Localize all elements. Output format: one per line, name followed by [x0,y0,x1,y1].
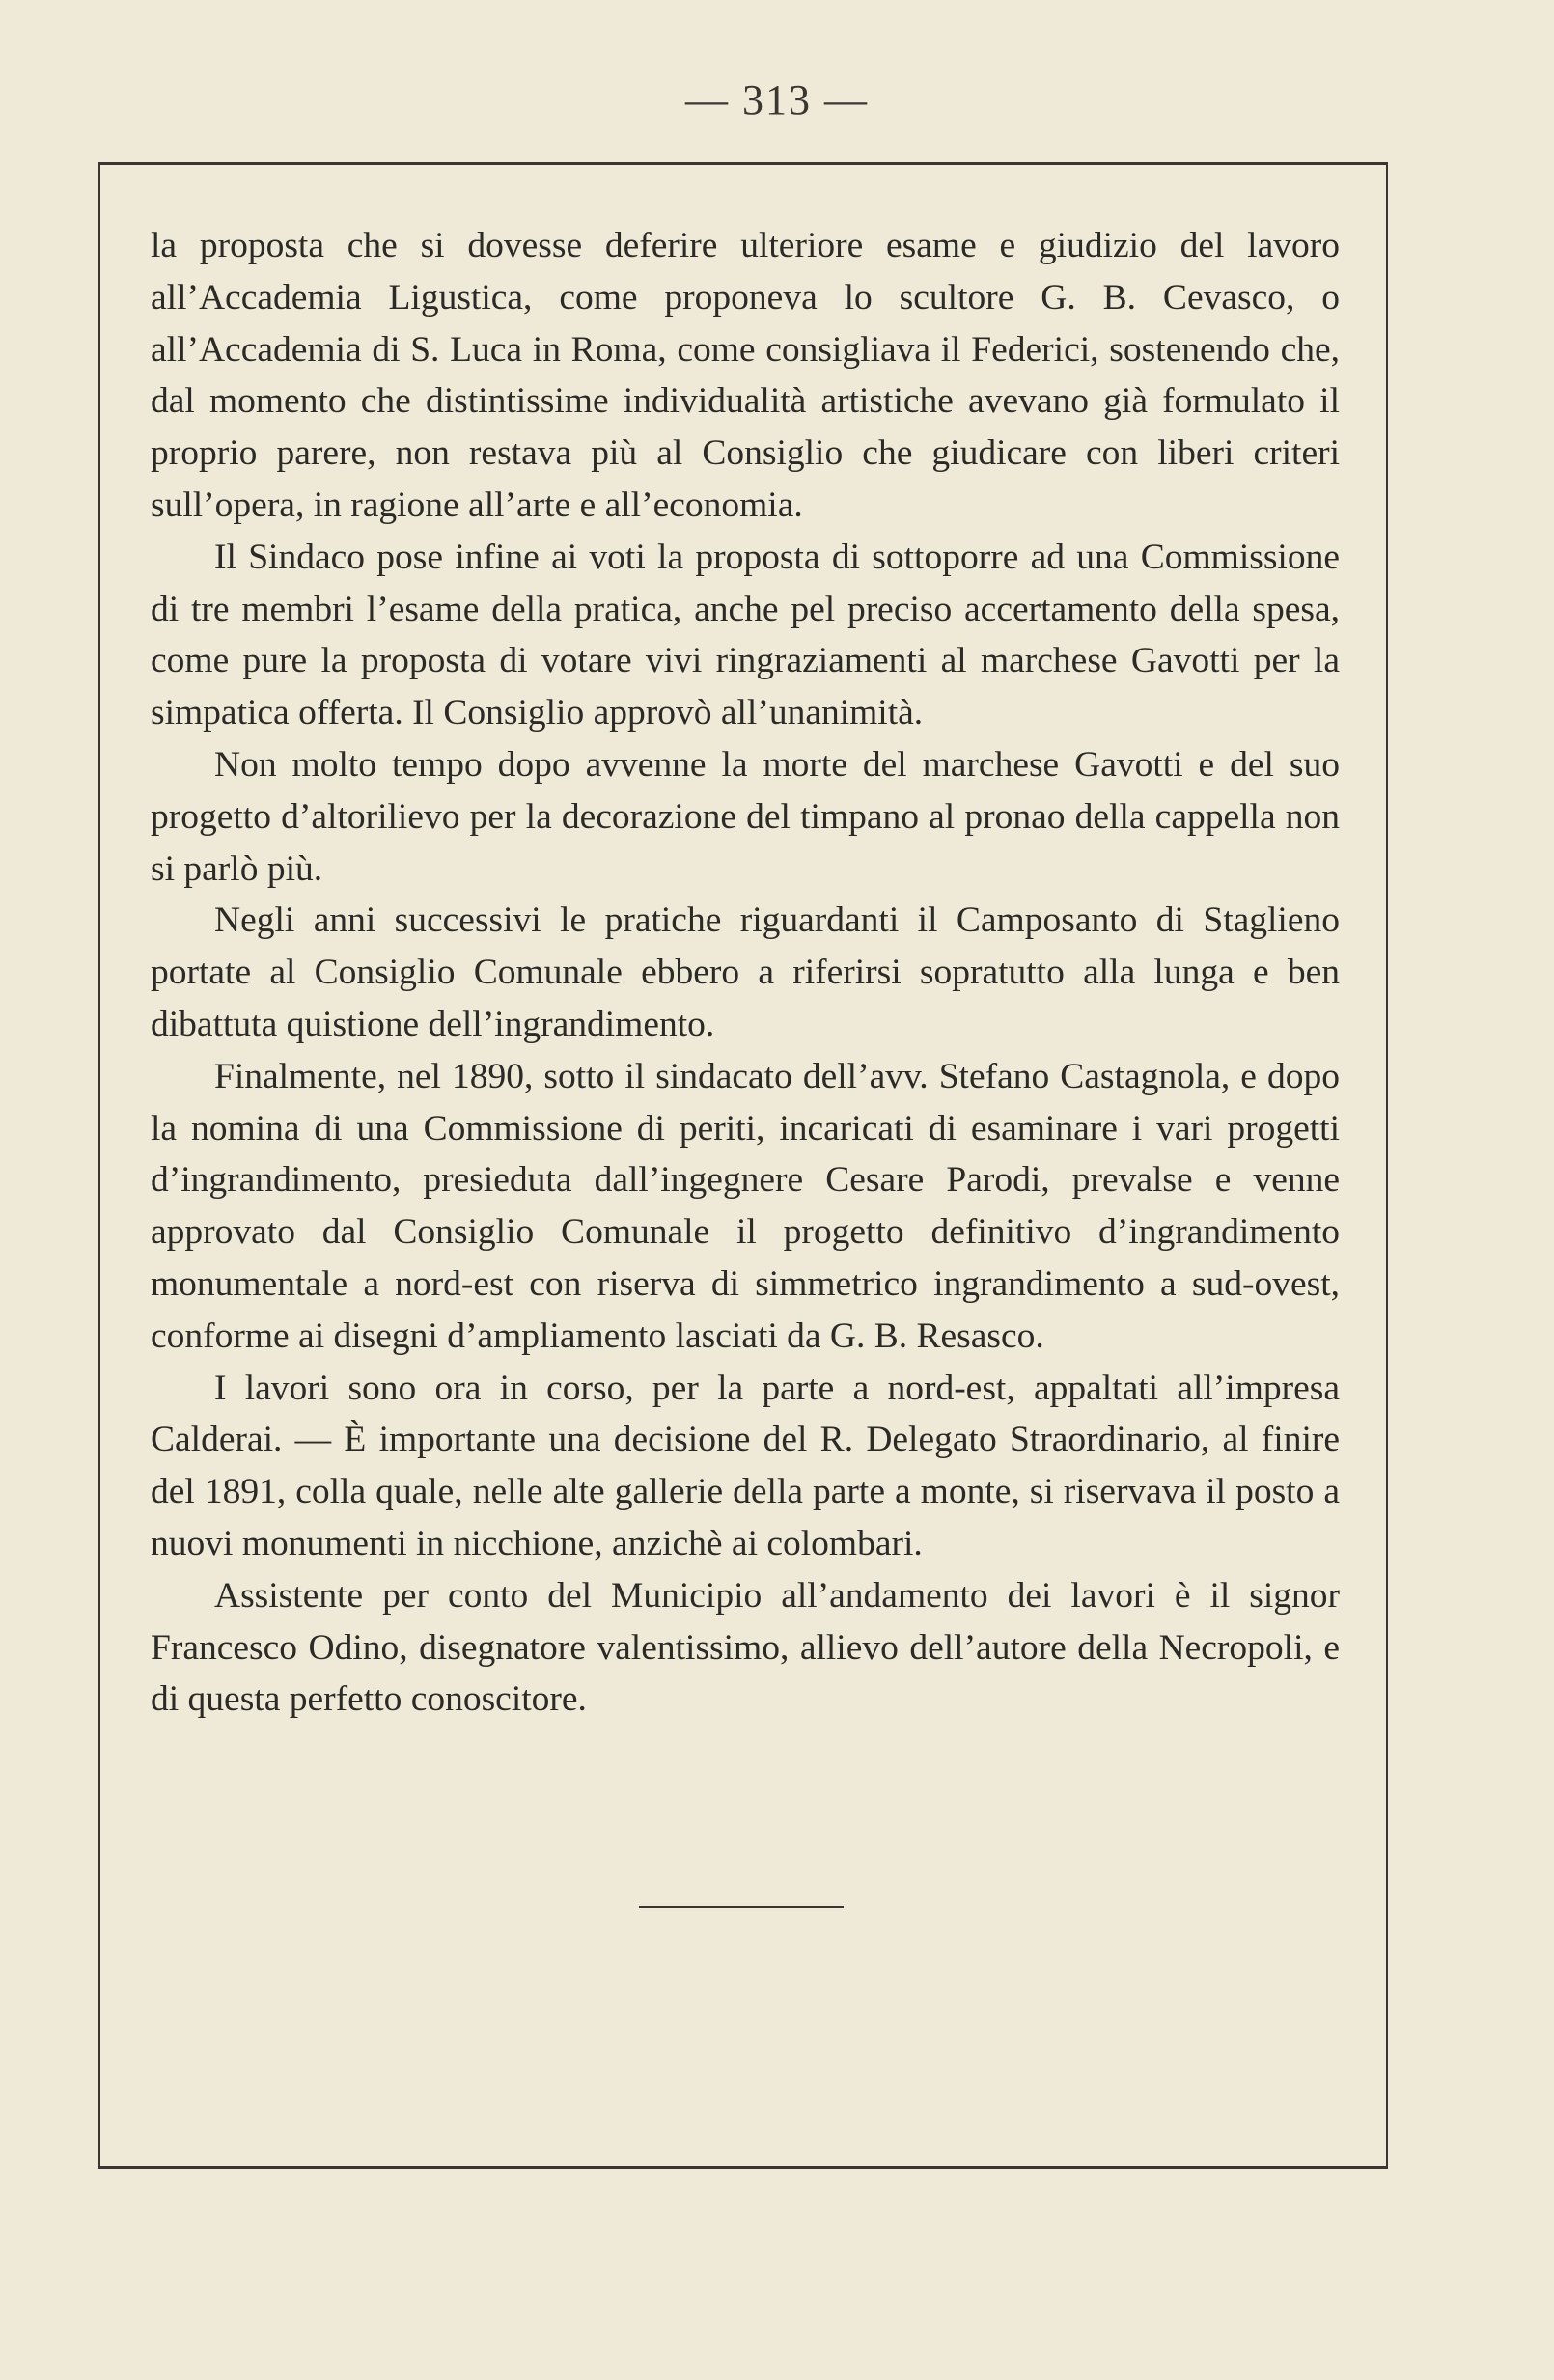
frame-bottom-rule [98,2166,1388,2169]
section-end-rule [639,1906,844,1908]
paragraph: Il Sindaco pose infine ai voti la proposta di sottoporre ad una Commissione di tre membri l’esame della pratica, anche pel preciso accertamento della spesa, come pure la proposta di votare vivi ringraziamenti al marchese Gavotti per la simpatica offerta. Il Consiglio approvò all’unanimità. [151,537,1340,733]
frame-left-rule [98,162,100,2168]
frame-right-rule [1386,162,1388,2168]
paragraph: la proposta che si dovesse deferire ulteriore esame e giudizio del lavoro all’Accademia Ligustica, come proponeva lo scultore G. B. Cevasco, o all’Accademia di S. Luca in Roma, come consigliava il Federici, sostenendo che, dal momento che distintissime individualità artistiche avevano già formulato il proprio parere, non restava più al Consiglio che giudicare con liberi criteri sull’opera, in ragione all’arte e all’economia. [151,226,1340,525]
paragraph: I lavori sono ora in corso, per la parte a nord-est, appaltati all’impresa Calderai. — È importante una decisione del R. Delegato Straordinario, al finire del 1891, colla quale, nelle alte gallerie della parte a monte, si riservava il posto a nuovi monumenti in nicchione, anzichè ai colombari. [151,1368,1340,1564]
paragraph: Negli anni successivi le pratiche riguardanti il Camposanto di Staglieno portate al Consiglio Comunale ebbero a riferirsi sopratutto alla lunga e ben dibattuta quistione dell’ingrandimento. [151,900,1340,1044]
page-number: — 313 — [685,76,869,124]
paragraph: Non molto tempo dopo avvenne la morte del marchese Gavotti e del suo progetto d’altorilievo per la decorazione del timpano al pronao della cappella non si parlò più. [151,744,1340,889]
paragraph: Assistente per conto del Municipio all’andamento dei lavori è il signor Francesco Odino, disegnatore valentissimo, allievo dell’autore della Necropoli, e di questa perfetto conoscitore. [151,1575,1340,1720]
frame-top-rule [98,162,1388,165]
paragraph: Finalmente, nel 1890, sotto il sindacato dell’avv. Stefano Castagnola, e dopo la nomina di una Commissione di periti, incaricati di esaminare i vari progetti d’ingrandimento, presieduta dall’ingegnere Cesare Parodi, prevalse e venne approvato dal Consiglio Comunale il progetto definitivo d’ingrandimento monumentale a nord-est con riserva di simmetrico ingrandimento a sud-ovest, conforme ai disegni d’ampliamento lasciati da G. B. Resasco. [151,1056,1340,1356]
body-text [151,220,1340,1726]
